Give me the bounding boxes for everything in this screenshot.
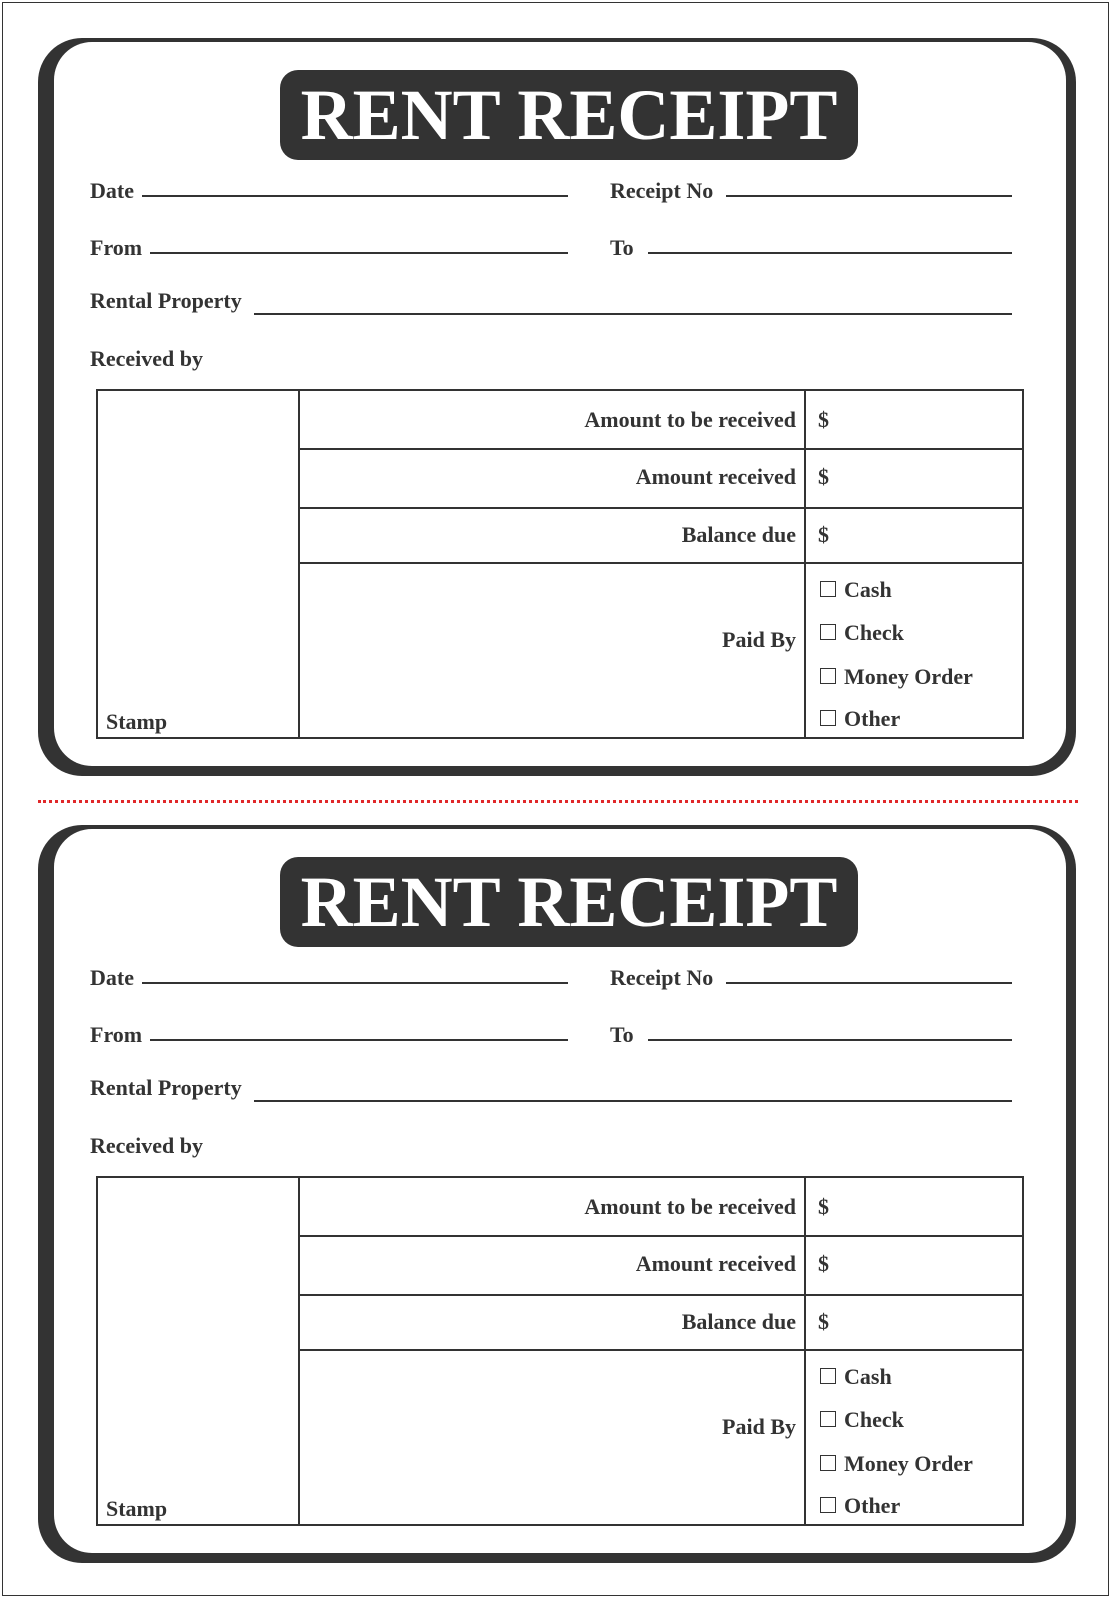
money-order-checkbox[interactable] bbox=[820, 1455, 836, 1471]
balance-due-value[interactable]: $ bbox=[818, 522, 829, 547]
money-order-label: Money Order bbox=[844, 1451, 973, 1476]
check-checkbox[interactable] bbox=[820, 624, 836, 640]
money-order-checkbox[interactable] bbox=[820, 668, 836, 684]
amount-received-label: Amount received bbox=[635, 464, 796, 489]
table-divider bbox=[298, 1294, 1022, 1296]
check-label: Check bbox=[844, 1407, 904, 1432]
other-checkbox[interactable] bbox=[820, 1497, 836, 1513]
to-field[interactable] bbox=[648, 1039, 1012, 1041]
table-divider bbox=[804, 391, 806, 737]
to-label: To bbox=[610, 1022, 634, 1047]
rent-receipt-2 bbox=[38, 825, 1076, 1563]
rental-property-field[interactable] bbox=[254, 313, 1012, 315]
stamp-label: Stamp bbox=[106, 709, 168, 734]
date-field[interactable] bbox=[142, 982, 568, 984]
table-divider bbox=[298, 448, 1022, 450]
receipt-no-field[interactable] bbox=[726, 195, 1012, 197]
check-checkbox[interactable] bbox=[820, 1411, 836, 1427]
stamp-label: Stamp bbox=[106, 1496, 168, 1521]
receipt-body bbox=[54, 829, 1066, 1553]
table-divider bbox=[298, 391, 300, 737]
other-checkbox[interactable] bbox=[820, 710, 836, 726]
paid-by-label: Paid By bbox=[722, 1414, 796, 1439]
table-divider bbox=[804, 1178, 806, 1524]
cash-checkbox[interactable] bbox=[820, 1368, 836, 1384]
paid-by-label: Paid By bbox=[722, 627, 796, 652]
balance-due-label: Balance due bbox=[681, 1309, 796, 1334]
cash-label: Cash bbox=[844, 577, 892, 602]
receipt-no-field[interactable] bbox=[726, 982, 1012, 984]
table-divider bbox=[298, 562, 1022, 564]
other-label: Other bbox=[844, 1493, 901, 1518]
amount-received-value[interactable]: $ bbox=[818, 464, 829, 489]
receipt-title: RENT RECEIPT bbox=[280, 857, 858, 947]
cash-checkbox[interactable] bbox=[820, 581, 836, 597]
amount-received-label: Amount received bbox=[635, 1251, 796, 1276]
amount-to-be-received-value[interactable]: $ bbox=[818, 1194, 829, 1219]
date-label: Date bbox=[90, 965, 134, 990]
money-order-label: Money Order bbox=[844, 664, 973, 689]
receipt-no-label: Receipt No bbox=[610, 178, 714, 203]
check-label: Check bbox=[844, 620, 904, 645]
received-by-label: Received by bbox=[90, 346, 204, 371]
rent-receipt-1 bbox=[38, 38, 1076, 776]
amount-to-be-received-label: Amount to be received bbox=[584, 407, 796, 432]
table-divider bbox=[298, 507, 1022, 509]
receipt-body bbox=[54, 42, 1066, 766]
table-divider bbox=[298, 1235, 1022, 1237]
receipt-no-label: Receipt No bbox=[610, 965, 714, 990]
rental-property-label: Rental Property bbox=[90, 1075, 242, 1100]
balance-due-value[interactable]: $ bbox=[818, 1309, 829, 1334]
payment-table bbox=[96, 1176, 1024, 1526]
from-label: From bbox=[90, 1022, 143, 1047]
from-field[interactable] bbox=[150, 252, 568, 254]
amount-to-be-received-label: Amount to be received bbox=[584, 1194, 796, 1219]
receipt-title: RENT RECEIPT bbox=[280, 70, 858, 160]
table-divider bbox=[298, 1178, 300, 1524]
cut-line bbox=[38, 800, 1078, 803]
table-divider bbox=[298, 1349, 1022, 1351]
from-label: From bbox=[90, 235, 143, 260]
to-label: To bbox=[610, 235, 634, 260]
to-field[interactable] bbox=[648, 252, 1012, 254]
cash-label: Cash bbox=[844, 1364, 892, 1389]
date-field[interactable] bbox=[142, 195, 568, 197]
amount-received-value[interactable]: $ bbox=[818, 1251, 829, 1276]
date-label: Date bbox=[90, 178, 134, 203]
rental-property-field[interactable] bbox=[254, 1100, 1012, 1102]
other-label: Other bbox=[844, 706, 901, 731]
from-field[interactable] bbox=[150, 1039, 568, 1041]
received-by-label: Received by bbox=[90, 1133, 204, 1158]
balance-due-label: Balance due bbox=[681, 522, 796, 547]
amount-to-be-received-value[interactable]: $ bbox=[818, 407, 829, 432]
rental-property-label: Rental Property bbox=[90, 288, 242, 313]
payment-table bbox=[96, 389, 1024, 739]
